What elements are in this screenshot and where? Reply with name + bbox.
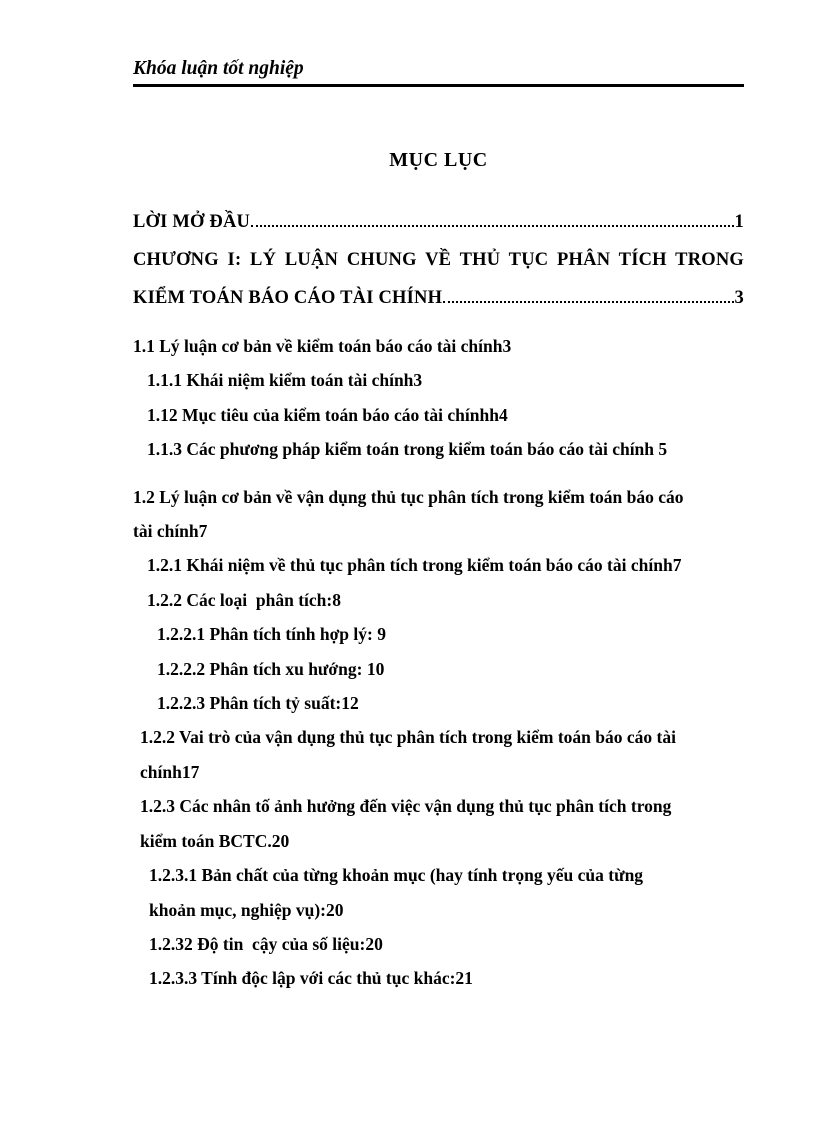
toc-entry: [133, 398, 744, 432]
toc-page-number: 20: [271, 830, 290, 851]
toc-entry-text: 1.2 Lý luận cơ bản về vận dụng thủ tục phân tích trong kiểm toán báo cáo: [133, 486, 684, 507]
toc-entry-text: khoản mục, nghiệp vụ):: [149, 899, 326, 920]
toc-entry: [133, 480, 744, 549]
toc-entry: [133, 432, 744, 466]
toc-entry-text: 1.1 Lý luận cơ bản về kiểm toán báo cáo tài chính: [133, 336, 503, 356]
toc-page-number: 9: [377, 624, 386, 645]
toc-entry: [133, 241, 744, 317]
toc-page-number: 3: [502, 336, 512, 356]
toc-entry-text: 1.12 Mục tiêu của kiểm toán báo cáo tài chínhh: [147, 404, 499, 425]
toc-entry: [133, 583, 744, 617]
toc-entry: [133, 548, 744, 582]
toc-entry: [133, 652, 744, 686]
toc-entry-text: 1.1.3 Các phương pháp kiểm toán trong kiểm toán báo cáo tài chính: [147, 439, 659, 460]
toc-entry: [133, 927, 744, 961]
toc-entry-text: LỜI MỞ ĐẦU: [133, 212, 251, 232]
toc-page-number: 5: [658, 439, 668, 460]
dot-leader: [251, 225, 733, 227]
toc-page-number: 8: [332, 589, 341, 610]
toc-page-number: 7: [672, 555, 682, 576]
toc-page-number: 20: [365, 933, 383, 954]
toc-entry-text: 1.2.3.3 Tính độc lập với các thủ tục khác:: [149, 968, 456, 989]
toc-entry: [133, 789, 744, 858]
toc-entry: [133, 203, 744, 241]
toc-entry-text: 1.2.2.2 Phân tích xu hướng:: [157, 658, 367, 679]
toc-entry: [133, 858, 744, 927]
toc-page-number: 3: [734, 288, 744, 308]
toc-entry-text: CHƯƠNG I: LÝ LUẬN CHUNG VỀ THỦ TỤC PHÂN TÍCH TRONG: [133, 250, 744, 270]
toc-entry: [133, 617, 744, 651]
toc-entry-text: 1.2.3 Các nhân tố ảnh hưởng đến việc vận dụng thủ tục phân tích trong: [140, 796, 672, 817]
toc-page-number: 21: [455, 968, 473, 989]
toc-entry-text: chính: [140, 761, 182, 782]
toc-entry-text: 1.2.2.3 Phân tích tỷ suất:: [157, 693, 342, 714]
toc-entry: [133, 686, 744, 720]
dot-leader: [443, 301, 733, 303]
toc-entry: [133, 720, 744, 789]
toc-page-number: 7: [198, 521, 208, 542]
running-header: [133, 56, 744, 87]
toc-entry: [133, 961, 744, 995]
toc-entry-text: 1.2.2 Vai trò của vận dụng thủ tục phân tích trong kiểm toán báo cáo tài: [140, 727, 676, 748]
toc-page-number: 20: [326, 899, 344, 920]
toc-page-number: 1: [734, 212, 744, 232]
toc-entry-text: 1.2.3.1 Bản chất của từng khoản mục (hay tính trọng yếu của từng: [149, 865, 644, 886]
running-header-text: Khóa luận tốt nghiệp: [133, 58, 304, 79]
toc-page-number: 12: [341, 693, 359, 714]
toc-entry-text: KIỂM TOÁN BÁO CÁO TÀI CHÍNH: [133, 288, 443, 308]
toc-page-number: 17: [181, 761, 200, 782]
toc-entry-text: 1.2.1 Khái niệm về thủ tục phân tích trong kiểm toán báo cáo tài chính: [147, 555, 673, 576]
toc: [133, 203, 744, 996]
toc-entry: [133, 363, 744, 397]
toc-entry-text: kiểm toán BCTC.: [140, 830, 272, 851]
toc-title: MỤC LỤC: [389, 149, 488, 171]
toc-entry-line: [133, 241, 744, 279]
toc-entry-text: 1.2.32 Độ tin cậy của số liệu:: [149, 933, 366, 954]
toc-entry-text: 1.2.2 Các loại phân tích:: [147, 589, 333, 610]
toc-page-number: 4: [498, 404, 508, 425]
toc-entry-text: 1.1.1 Khái niệm kiểm toán tài chính: [147, 370, 414, 391]
toc-page-number: 3: [413, 370, 423, 391]
toc-entry-line: [133, 279, 744, 317]
toc-entry-text: tài chính: [133, 521, 199, 542]
toc-entry: [133, 329, 744, 363]
toc-entry-text: 1.2.2.1 Phân tích tính hợp lý:: [157, 624, 378, 645]
toc-page-number: 10: [366, 658, 385, 679]
